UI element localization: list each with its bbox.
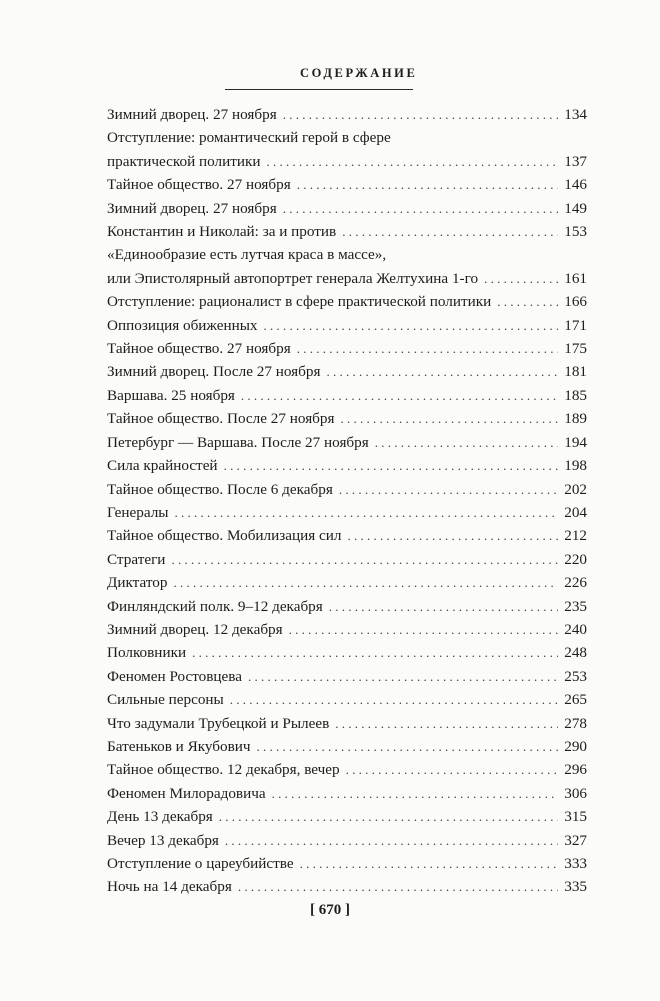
toc-entry-row [107, 314, 587, 337]
toc-entry-page: 315 [564, 808, 587, 826]
toc-entry-title: Отступление: рационалист в сфере практической политики [107, 293, 492, 311]
toc-entry-row [107, 431, 587, 454]
toc-entry-title: Тайное общество. Мобилизация сил [107, 527, 342, 545]
toc-entry-row [107, 407, 587, 430]
toc-entry-page: 240 [564, 620, 587, 638]
dot-leader [230, 688, 558, 711]
toc-entry-title: Сила крайностей [107, 457, 218, 475]
toc-entry-page: 175 [564, 340, 587, 358]
toc-entry-page: 198 [564, 457, 587, 475]
dot-leader [173, 571, 558, 594]
dot-leader [300, 852, 558, 875]
toc-entry [107, 735, 587, 758]
toc-entry [107, 314, 587, 337]
dot-leader [484, 267, 558, 290]
toc-entry-title: Сильные персоны [107, 691, 224, 709]
page-number: [ 670 ] [310, 902, 350, 918]
toc-entry-title: Стратеги [107, 550, 166, 568]
toc-entry-title: Батеньков и Якубович [107, 737, 251, 755]
toc-entry [107, 829, 587, 852]
dot-leader [171, 548, 558, 571]
toc-entry-title: Финляндский полк. 9–12 декабря [107, 597, 323, 615]
toc-entry-title-line: «Единообразие есть лутчая краса в массе», [107, 246, 387, 264]
toc-entry [107, 782, 587, 805]
dot-leader [238, 875, 558, 898]
toc-entry-row [107, 454, 587, 477]
toc-entry-row [107, 103, 587, 126]
toc-entry-row [107, 173, 587, 196]
dot-leader [283, 197, 558, 220]
toc-entry-title: Генералы [107, 503, 169, 521]
toc-entry-page: 137 [564, 152, 587, 170]
toc-entry [107, 243, 587, 290]
dot-leader [225, 829, 558, 852]
dot-leader [241, 384, 558, 407]
toc-entry [107, 173, 587, 196]
toc-entry-row [107, 360, 587, 383]
toc-entry-row [107, 548, 587, 571]
dot-leader [289, 618, 558, 641]
toc-entry-page: 333 [564, 855, 587, 872]
toc-entry-page: 296 [564, 761, 587, 779]
toc-entry-page: 134 [564, 106, 587, 123]
toc-entry-page: 185 [564, 386, 587, 404]
dot-leader [248, 665, 558, 688]
toc-entry-title: Ночь на 14 декабря [107, 878, 232, 896]
dot-leader [346, 758, 558, 781]
toc-entry [107, 524, 587, 547]
toc-entry-title: Зимний дворец. После 27 ноября [107, 363, 321, 381]
toc-entry-row [107, 758, 587, 781]
toc-entry-title: практической политики [107, 152, 261, 170]
toc-entry-title: Зимний дворец. 12 декабря [107, 620, 283, 638]
toc-entry-page: 146 [564, 176, 587, 194]
toc-entry [107, 360, 587, 383]
dot-leader [341, 407, 559, 430]
toc-entry [107, 665, 587, 688]
toc-entry [107, 805, 587, 828]
toc-entry-row [107, 829, 587, 852]
dot-leader [342, 220, 558, 243]
toc-entry-row [107, 805, 587, 828]
toc-entry [107, 103, 587, 126]
header-rule [225, 89, 413, 90]
toc-entry-row [107, 688, 587, 711]
dot-leader [224, 454, 558, 477]
toc-entry-page: 253 [564, 667, 587, 685]
dot-leader [272, 782, 558, 805]
toc-entry-title: Тайное общество. После 27 ноября [107, 410, 335, 428]
toc-entry-title: Диктатор [107, 574, 168, 592]
toc-entry-title-line: Отступление: романтический герой в сфере [107, 129, 391, 147]
toc-entry-row [107, 478, 587, 501]
toc-entry-page: 306 [564, 784, 587, 802]
toc-entry [107, 571, 587, 594]
dot-leader [283, 103, 558, 126]
toc-entry-page: 189 [564, 410, 587, 428]
toc-entry-page: 327 [564, 831, 587, 849]
dot-leader [267, 150, 558, 173]
toc-entry-row [107, 852, 587, 875]
toc-entry-row [107, 220, 587, 243]
toc-entry-page: 278 [564, 714, 587, 732]
toc-entry-title: Зимний дворец. 27 ноября [107, 199, 277, 217]
toc-entry [107, 290, 587, 313]
toc-entry [107, 197, 587, 220]
toc-entry-page: 161 [564, 269, 587, 287]
dot-leader [348, 524, 559, 547]
toc-entry [107, 407, 587, 430]
toc-entry-page: 149 [564, 199, 587, 217]
toc-entry [107, 384, 587, 407]
toc-entry-title: Петербург — Варшава. После 27 ноября [107, 433, 369, 451]
toc-entry-row [107, 782, 587, 805]
dot-leader [326, 360, 558, 383]
toc-entry-row [107, 712, 587, 735]
toc-entry [107, 337, 587, 360]
toc-entry [107, 758, 587, 781]
dot-leader [375, 431, 558, 454]
toc-entry-row [107, 875, 587, 898]
dot-leader [339, 478, 558, 501]
dot-leader [297, 173, 558, 196]
toc-entry-page: 194 [564, 433, 587, 451]
toc-entry-row [107, 595, 587, 618]
toc-entry [107, 548, 587, 571]
toc-entry [107, 220, 587, 243]
toc-entry [107, 126, 587, 173]
toc-entry [107, 595, 587, 618]
toc-entry-row [107, 384, 587, 407]
toc-entry-page: 220 [564, 550, 587, 568]
toc-entry-title: Вечер 13 декабря [107, 831, 219, 849]
toc-entry-page: 153 [564, 223, 587, 241]
toc-entry-page: 212 [564, 527, 587, 545]
toc-entry-row [107, 290, 587, 313]
toc-entry [107, 454, 587, 477]
toc-entry-page: 290 [564, 737, 587, 755]
toc-entry-row [107, 337, 587, 360]
toc-entry-page: 265 [564, 691, 587, 709]
toc-entry [107, 501, 587, 524]
toc-entry-title: Полковники [107, 644, 187, 662]
toc-entry-title: Феномен Ростовцева [107, 667, 243, 685]
toc-entry-page: 166 [564, 293, 587, 311]
toc-entry-title: Что задумали Трубецкой и Рылеев [107, 714, 330, 732]
toc-entry-row [107, 150, 587, 173]
toc-entry-title: Зимний дворец. 27 ноября [107, 106, 277, 123]
toc-entry-title: Тайное общество. 12 декабря, вечер [107, 761, 340, 779]
toc-entry-title: Константин и Николай: за и против [107, 223, 337, 241]
toc-entry [107, 688, 587, 711]
running-header [0, 58, 660, 98]
toc-entry-row [107, 665, 587, 688]
toc-entry-title: или Эпистолярный автопортрет генерала Желтухина 1-го [107, 269, 479, 287]
toc-entry-title: Отступление о цареубийстве [107, 855, 294, 872]
toc-entry-page: 181 [564, 363, 587, 381]
toc-entry-row [107, 197, 587, 220]
toc-entry-row [107, 501, 587, 524]
toc-entry-page: 248 [564, 644, 587, 662]
dot-leader [174, 501, 558, 524]
toc-entry [107, 712, 587, 735]
toc-entry-page: 204 [564, 503, 587, 521]
toc-entry-title: День 13 декабря [107, 808, 213, 826]
dot-leader [329, 595, 558, 618]
toc-entry-page: 171 [564, 316, 587, 334]
toc-entry [107, 618, 587, 641]
toc-entry-row [107, 571, 587, 594]
dot-leader [297, 337, 558, 360]
toc-entry-page: 226 [564, 574, 587, 592]
dot-leader [264, 314, 558, 337]
toc-entry [107, 431, 587, 454]
toc-entry-row [107, 524, 587, 547]
toc-entry-page: 235 [564, 597, 587, 615]
toc-entry-row [107, 735, 587, 758]
toc-entry-title: Оппозиция обиженных [107, 316, 258, 334]
toc-entry-title: Варшава. 25 ноября [107, 386, 235, 404]
toc-entry [107, 641, 587, 664]
dot-leader [497, 290, 558, 313]
toc-entry-page: 202 [564, 480, 587, 498]
dot-leader [192, 641, 558, 664]
toc-entry-row [107, 267, 587, 290]
toc-entry-page: 335 [564, 878, 587, 896]
toc-entry [107, 875, 587, 898]
toc-entry-title: Феномен Милорадовича [107, 784, 266, 802]
dot-leader [219, 805, 558, 828]
toc-entry [107, 852, 587, 875]
toc-entry-row [107, 618, 587, 641]
table-of-contents [107, 103, 587, 899]
toc-entry [107, 478, 587, 501]
toc-entry-title: Тайное общество. После 6 декабря [107, 480, 333, 498]
dot-leader [335, 712, 558, 735]
dot-leader [257, 735, 558, 758]
toc-entry-title: Тайное общество. 27 ноября [107, 340, 291, 358]
section-title: СОДЕРЖАНИЕ [300, 66, 418, 80]
toc-entry-row [107, 641, 587, 664]
toc-entry-title: Тайное общество. 27 ноября [107, 176, 291, 194]
